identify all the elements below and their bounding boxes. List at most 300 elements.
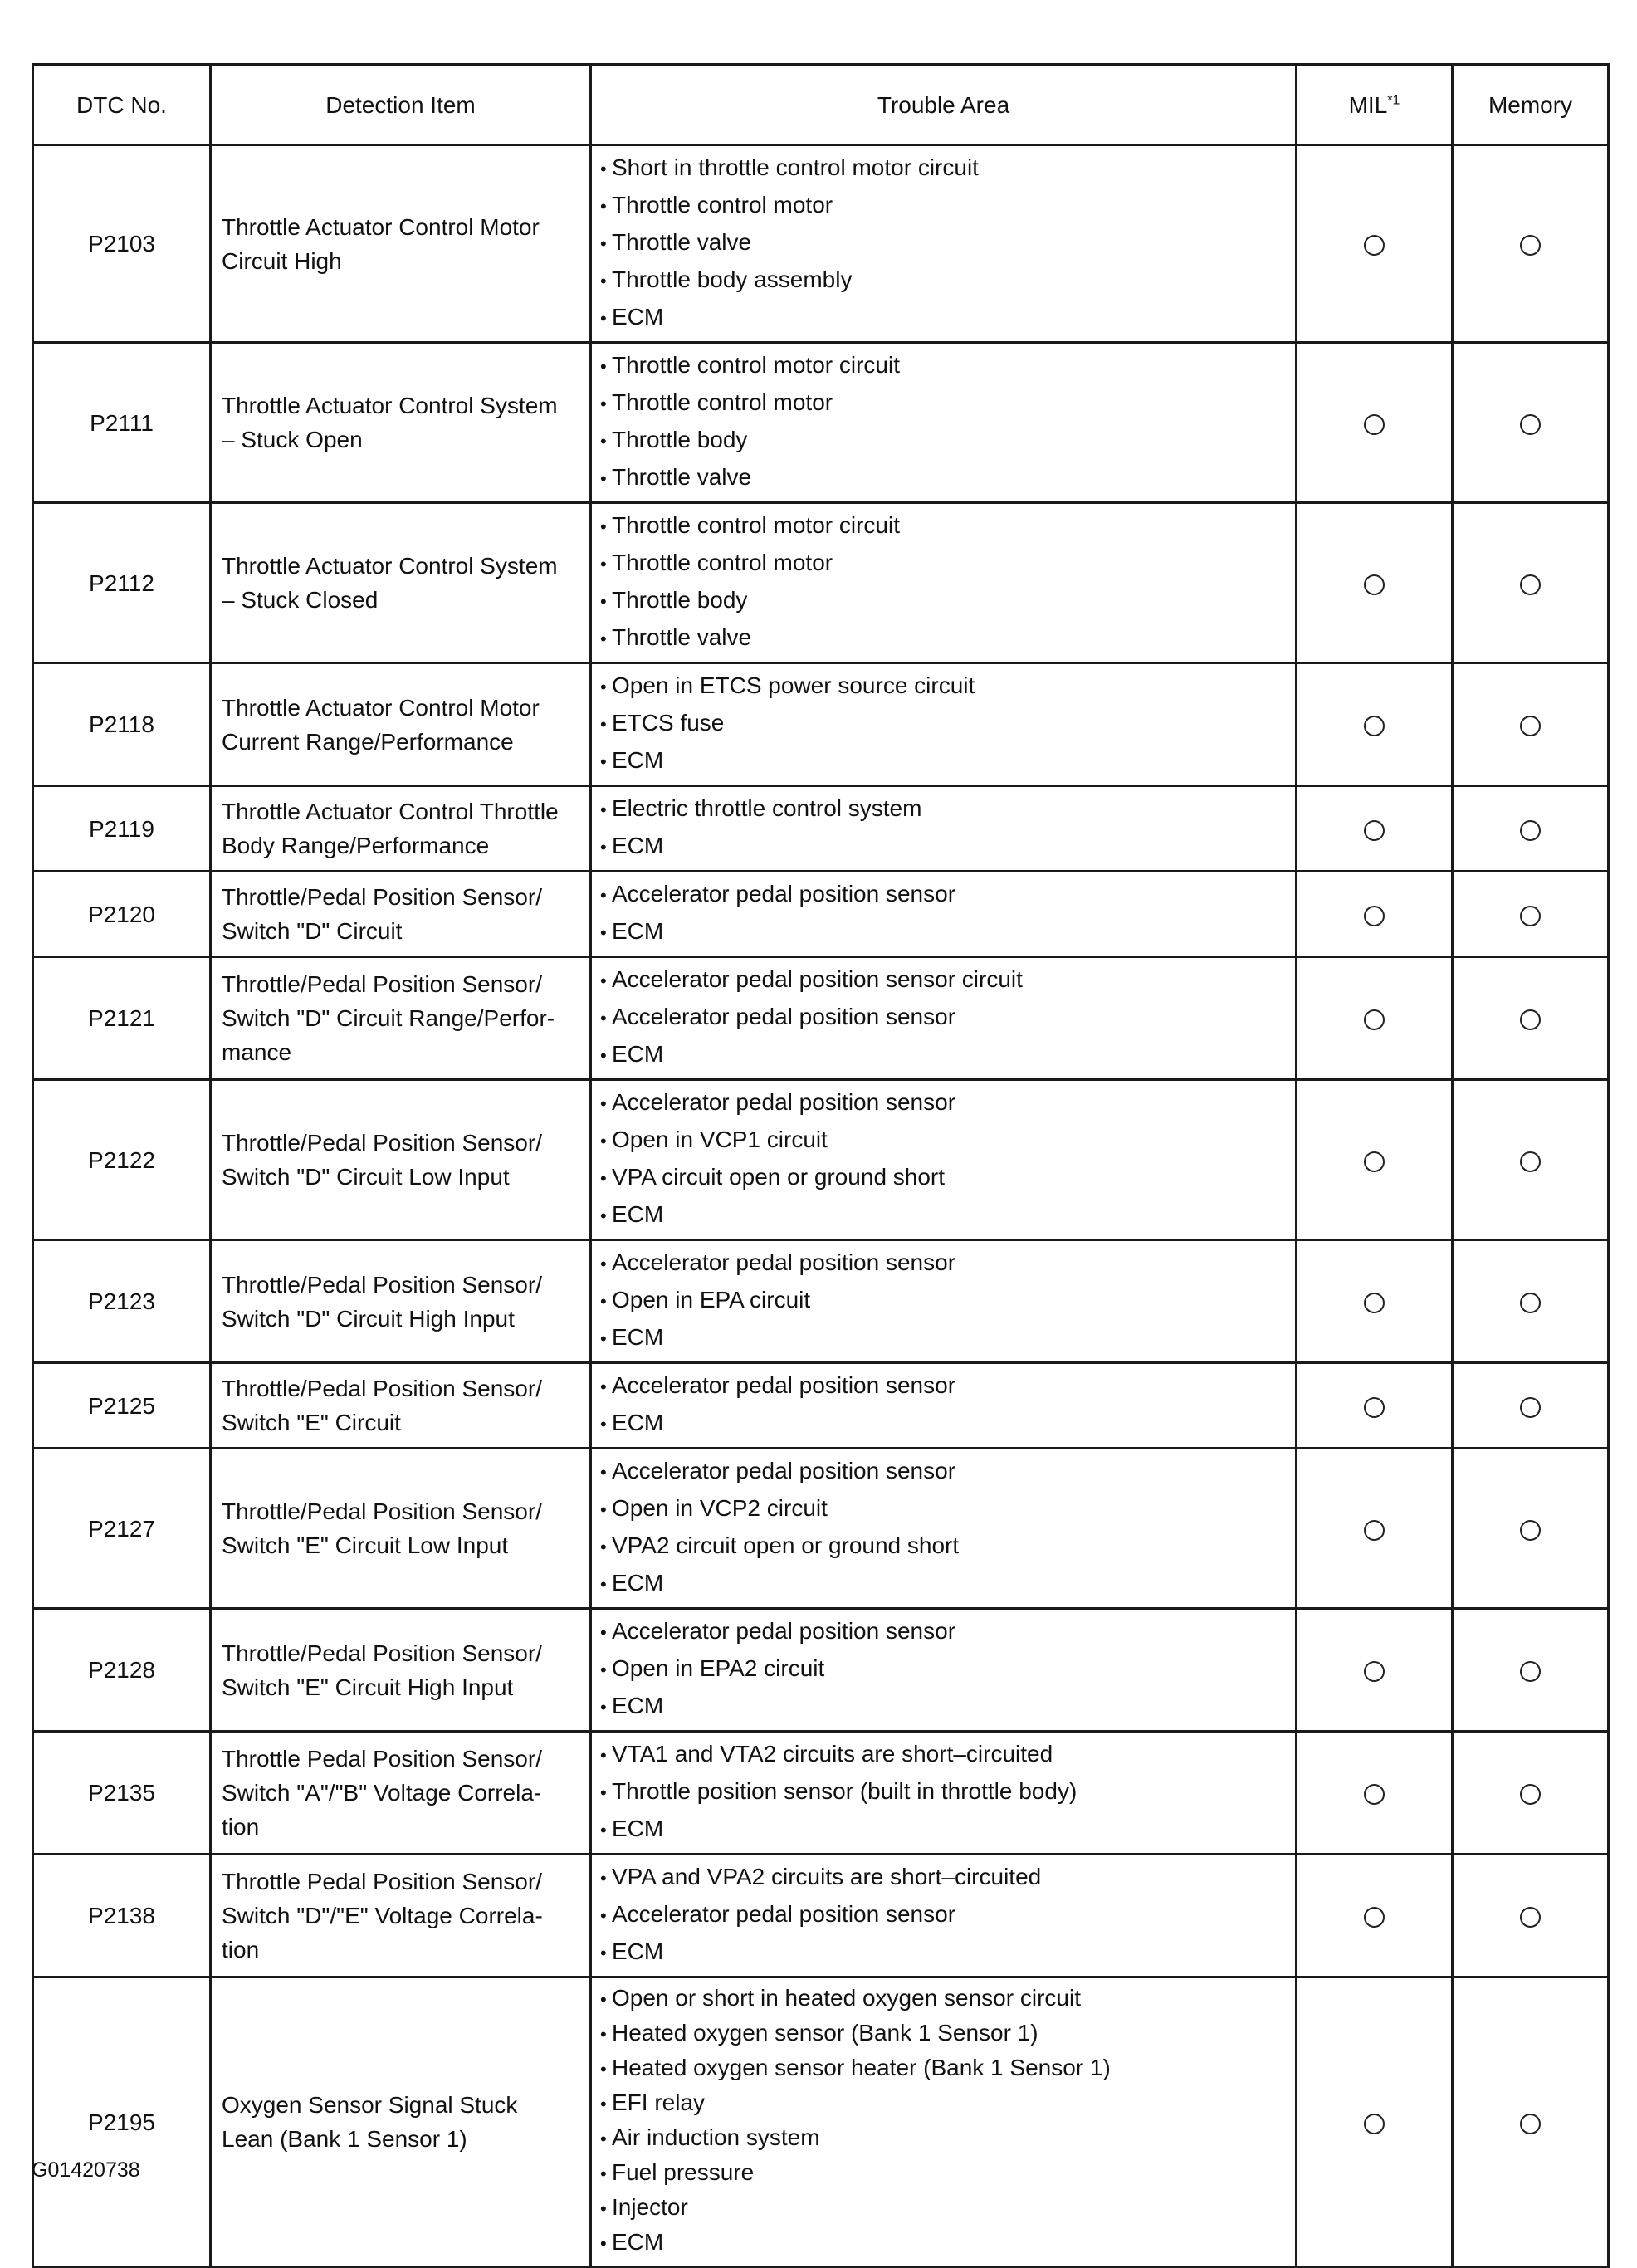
table-row	[33, 503, 1609, 663]
mil-circle-icon	[1364, 1784, 1385, 1805]
memory-cell	[1453, 1363, 1609, 1449]
memory-cell	[1453, 786, 1609, 872]
trouble-area-text: Open in VCP2 circuit	[612, 1495, 828, 1521]
detection-item	[211, 872, 591, 957]
detection-item-line: tion	[222, 1814, 260, 1840]
table-row	[33, 1080, 1609, 1240]
trouble-area-item	[600, 913, 1288, 951]
bullet-icon: •	[600, 2059, 607, 2080]
trouble-area-text: Injector	[612, 2194, 688, 2220]
mil-cell	[1297, 1240, 1453, 1363]
trouble-area	[591, 145, 1297, 343]
trouble-area-text: Throttle control motor circuit	[612, 512, 900, 538]
detection-item-line: Throttle Actuator Control System	[222, 393, 558, 418]
bullet-icon: •	[600, 1659, 607, 1680]
table-row	[33, 1855, 1609, 1977]
trouble-area-text: Accelerator pedal position sensor	[612, 1089, 956, 1115]
bullet-icon: •	[600, 1820, 607, 1840]
memory-circle-icon	[1520, 1784, 1541, 1805]
dtc-code: P2135	[33, 1732, 211, 1855]
trouble-area-text: Throttle control motor	[612, 389, 833, 415]
bullet-icon: •	[600, 885, 607, 906]
trouble-area-text: ECM	[612, 1570, 664, 1596]
dtc-code: P2123	[33, 1240, 211, 1363]
trouble-area-text: ETCS fuse	[612, 710, 725, 736]
mil-cell	[1297, 1080, 1453, 1240]
bullet-icon: •	[600, 1205, 607, 1226]
dtc-code: P2138	[33, 1855, 211, 1977]
detection-item-line: Throttle/Pedal Position Sensor/	[222, 1498, 542, 1524]
memory-cell	[1453, 1240, 1609, 1363]
memory-cell	[1453, 503, 1609, 663]
detection-item-line: Switch "D" Circuit Range/Perfor-	[222, 1005, 555, 1031]
bullet-icon: •	[600, 677, 607, 697]
detection-item	[211, 145, 591, 343]
detection-item-line: Throttle Actuator Control System	[222, 553, 558, 579]
trouble-area	[591, 1977, 1297, 2267]
bullet-icon: •	[600, 516, 607, 537]
table-row	[33, 1609, 1609, 1732]
mil-circle-icon	[1364, 1520, 1385, 1541]
trouble-area-item	[600, 1159, 1288, 1196]
dtc-code: P2125	[33, 1363, 211, 1449]
trouble-area-item	[600, 459, 1288, 496]
trouble-area-item	[600, 705, 1288, 742]
detection-item-line: Throttle/Pedal Position Sensor/	[222, 1130, 542, 1156]
bullet-icon: •	[600, 1328, 607, 1349]
trouble-area-item	[600, 2121, 1288, 2156]
bullet-icon: •	[600, 554, 607, 574]
bullet-icon: •	[600, 1989, 607, 2010]
detection-item-line: Throttle/Pedal Position Sensor/	[222, 971, 542, 997]
trouble-area-text: Accelerator pedal position sensor	[612, 1249, 956, 1275]
memory-circle-icon	[1520, 1293, 1541, 1313]
trouble-area-text: ECM	[612, 1816, 664, 1841]
memory-circle-icon	[1520, 235, 1541, 256]
mil-cell	[1297, 1977, 1453, 2267]
mil-circle-icon	[1364, 235, 1385, 256]
detection-item	[211, 343, 591, 503]
mil-cell	[1297, 1732, 1453, 1855]
bullet-icon: •	[600, 714, 607, 735]
bullet-icon: •	[600, 308, 607, 329]
memory-circle-icon	[1520, 1151, 1541, 1172]
memory-circle-icon	[1520, 1009, 1541, 1030]
trouble-area-text: ECM	[612, 1410, 664, 1435]
trouble-area-item	[600, 742, 1288, 780]
bullet-icon: •	[600, 1254, 607, 1274]
trouble-area-text: Throttle valve	[612, 229, 752, 255]
trouble-area-text: Throttle body assembly	[612, 266, 853, 292]
memory-cell	[1453, 1977, 1609, 2267]
memory-cell	[1453, 343, 1609, 503]
mil-circle-icon	[1364, 574, 1385, 595]
bullet-icon: •	[600, 1622, 607, 1643]
trouble-area-text: Open or short in heated oxygen sensor circuit	[612, 1985, 1081, 2011]
trouble-area-item	[600, 2191, 1288, 2226]
trouble-area-item	[600, 1565, 1288, 1602]
trouble-area-text: VPA and VPA2 circuits are short–circuited	[612, 1864, 1042, 1889]
trouble-area-item	[600, 1613, 1288, 1650]
detection-item-line: Switch "E" Circuit High Input	[222, 1674, 514, 1700]
detection-item	[211, 1609, 591, 1732]
trouble-area	[591, 1449, 1297, 1609]
trouble-area-item	[600, 507, 1288, 545]
trouble-area	[591, 1855, 1297, 1977]
memory-cell	[1453, 1609, 1609, 1732]
trouble-area-text: Throttle valve	[612, 464, 752, 490]
detection-item-line: Switch "D" Circuit	[222, 918, 403, 944]
trouble-area-text: Accelerator pedal position sensor	[612, 881, 956, 907]
trouble-area-text: ECM	[612, 833, 664, 858]
table-row	[33, 663, 1609, 786]
bullet-icon: •	[600, 837, 607, 858]
detection-item-line: Throttle/Pedal Position Sensor/	[222, 1376, 542, 1401]
memory-circle-icon	[1520, 1397, 1541, 1418]
mil-circle-icon	[1364, 414, 1385, 435]
bullet-icon: •	[600, 922, 607, 943]
trouble-area-item	[600, 1490, 1288, 1527]
trouble-area-text: VTA1 and VTA2 circuits are short–circuited	[612, 1741, 1053, 1767]
trouble-area-item	[600, 149, 1288, 187]
dtc-code: P2118	[33, 663, 211, 786]
mil-circle-icon	[1364, 716, 1385, 736]
detection-item-line: Switch "D" Circuit High Input	[222, 1305, 515, 1332]
header-mil	[1297, 65, 1453, 145]
trouble-area-item	[600, 1896, 1288, 1933]
bullet-icon: •	[600, 1414, 607, 1435]
detection-item	[211, 503, 591, 663]
mil-circle-icon	[1364, 1907, 1385, 1928]
mil-cell	[1297, 957, 1453, 1080]
trouble-area-text: Throttle body	[612, 587, 748, 613]
detection-item-line: Oxygen Sensor Signal Stuck	[222, 2092, 518, 2118]
header-mil-label: MIL	[1348, 91, 1388, 118]
detection-item	[211, 1855, 591, 1977]
detection-item-line: Circuit High	[222, 247, 342, 274]
memory-circle-icon	[1520, 820, 1541, 841]
bullet-icon: •	[600, 393, 607, 414]
header-detection-item: Detection Item	[211, 65, 591, 145]
trouble-area-item	[600, 1319, 1288, 1356]
trouble-area	[591, 872, 1297, 957]
memory-cell	[1453, 957, 1609, 1080]
memory-cell	[1453, 1080, 1609, 1240]
table-row	[33, 786, 1609, 872]
trouble-area	[591, 1732, 1297, 1855]
dtc-table-container	[32, 63, 1607, 2268]
bullet-icon: •	[600, 591, 607, 612]
trouble-area-item	[600, 187, 1288, 224]
trouble-area-text: Throttle control motor	[612, 550, 833, 575]
bullet-icon: •	[600, 159, 607, 179]
trouble-area-item	[600, 2156, 1288, 2191]
trouble-area-item	[600, 1196, 1288, 1234]
dtc-code: P2119	[33, 786, 211, 872]
memory-cell	[1453, 663, 1609, 786]
memory-cell	[1453, 145, 1609, 343]
detection-item-line: Body Range/Performance	[222, 833, 490, 858]
trouble-area-item	[600, 1688, 1288, 1725]
bullet-icon: •	[600, 1905, 607, 1926]
trouble-area-item	[600, 1773, 1288, 1811]
trouble-area	[591, 1080, 1297, 1240]
memory-circle-icon	[1520, 906, 1541, 926]
trouble-area-text: ECM	[612, 918, 664, 944]
bullet-icon: •	[600, 2024, 607, 2045]
dtc-code: P2111	[33, 343, 211, 503]
trouble-area-item	[600, 545, 1288, 582]
trouble-area-text: Short in throttle control motor circuit	[612, 154, 979, 180]
memory-circle-icon	[1520, 716, 1541, 736]
trouble-area-text: Throttle control motor circuit	[612, 352, 900, 378]
trouble-area-text: Fuel pressure	[612, 2159, 755, 2185]
trouble-area-item	[600, 1367, 1288, 1405]
table-row	[33, 1240, 1609, 1363]
trouble-area-text: VPA circuit open or ground short	[612, 1164, 946, 1190]
trouble-area-text: Heated oxygen sensor heater (Bank 1 Sensor 1)	[612, 2055, 1111, 2080]
bullet-icon: •	[600, 799, 607, 820]
trouble-area-item	[600, 667, 1288, 705]
mil-cell	[1297, 1855, 1453, 1977]
bullet-icon: •	[600, 1168, 607, 1189]
memory-circle-icon	[1520, 1520, 1541, 1541]
trouble-area-item	[600, 1244, 1288, 1282]
trouble-area-text: Heated oxygen sensor (Bank 1 Sensor 1)	[612, 2020, 1038, 2046]
detection-item-line: tion	[222, 1937, 260, 1963]
bullet-icon: •	[600, 1045, 607, 1066]
bullet-icon: •	[600, 1574, 607, 1595]
trouble-area-item	[600, 876, 1288, 913]
detection-item	[211, 786, 591, 872]
trouble-area	[591, 957, 1297, 1080]
detection-item	[211, 1732, 591, 1855]
bullet-icon: •	[600, 1499, 607, 1520]
mil-circle-icon	[1364, 1009, 1385, 1030]
detection-item-line: Switch "E" Circuit	[222, 1410, 401, 1435]
dtc-code: P2128	[33, 1609, 211, 1732]
detection-item-line: Throttle/Pedal Position Sensor/	[222, 884, 542, 910]
detection-item-line: – Stuck Open	[222, 427, 363, 452]
trouble-area-text: Throttle valve	[612, 624, 752, 650]
header-memory: Memory	[1453, 65, 1609, 145]
bullet-icon: •	[600, 1868, 607, 1889]
mil-cell	[1297, 343, 1453, 503]
bullet-icon: •	[600, 2163, 607, 2184]
detection-item-line: Throttle Actuator Control Motor	[222, 694, 540, 721]
bullet-icon: •	[600, 2129, 607, 2149]
bullet-icon: •	[600, 1008, 607, 1029]
trouble-area-item	[600, 384, 1288, 422]
trouble-area-item	[600, 2016, 1288, 2051]
bullet-icon: •	[600, 1131, 607, 1151]
memory-cell	[1453, 872, 1609, 957]
detection-item	[211, 1240, 591, 1363]
memory-cell	[1453, 1732, 1609, 1855]
trouble-area	[591, 503, 1297, 663]
trouble-area-text: Open in VCP1 circuit	[612, 1127, 828, 1152]
trouble-area-item	[600, 961, 1288, 999]
trouble-area-item	[600, 299, 1288, 336]
trouble-area-text: Throttle control motor	[612, 192, 833, 218]
bullet-icon: •	[600, 431, 607, 452]
bullet-icon: •	[600, 1093, 607, 1114]
trouble-area	[591, 1363, 1297, 1449]
trouble-area-item	[600, 224, 1288, 262]
trouble-area-text: Accelerator pedal position sensor circuit	[612, 966, 1023, 992]
trouble-area-item	[600, 582, 1288, 619]
trouble-area-item	[600, 999, 1288, 1036]
table-row	[33, 957, 1609, 1080]
mil-cell	[1297, 663, 1453, 786]
trouble-area-item	[600, 1650, 1288, 1688]
trouble-area	[591, 343, 1297, 503]
trouble-area-text: Throttle position sensor (built in throttle body)	[612, 1778, 1077, 1804]
detection-item-line: Throttle Actuator Control Motor	[222, 213, 540, 240]
header-dtc-no: DTC No.	[33, 65, 211, 145]
trouble-area-item	[600, 1122, 1288, 1159]
dtc-code: P2112	[33, 503, 211, 663]
header-trouble-area: Trouble Area	[591, 65, 1297, 145]
dtc-code: P2121	[33, 957, 211, 1080]
detection-item-line: Throttle Pedal Position Sensor/	[222, 1869, 542, 1894]
memory-circle-icon	[1520, 414, 1541, 435]
trouble-area-item	[600, 1282, 1288, 1319]
trouble-area-item	[600, 262, 1288, 299]
trouble-area-item	[600, 1982, 1288, 2016]
mil-circle-icon	[1364, 1397, 1385, 1418]
mil-cell	[1297, 145, 1453, 343]
dtc-code: P2103	[33, 145, 211, 343]
detection-item	[211, 1080, 591, 1240]
detection-item-line: Switch "D" Circuit Low Input	[222, 1164, 510, 1190]
trouble-area-text: EFI relay	[612, 2090, 706, 2115]
trouble-area-text: Accelerator pedal position sensor	[612, 1372, 956, 1398]
trouble-area-text: ECM	[612, 1693, 664, 1718]
detection-item-line: Current Range/Performance	[222, 728, 514, 755]
mil-circle-icon	[1364, 1151, 1385, 1172]
bullet-icon: •	[600, 2233, 607, 2254]
bullet-icon: •	[600, 1376, 607, 1397]
table-row	[33, 1449, 1609, 1609]
mil-cell	[1297, 786, 1453, 872]
bullet-icon: •	[600, 1291, 607, 1312]
bullet-icon: •	[600, 233, 607, 254]
trouble-area-item	[600, 1036, 1288, 1073]
memory-circle-icon	[1520, 1661, 1541, 1682]
trouble-area-text: ECM	[612, 1938, 664, 1964]
trouble-area-text: ECM	[612, 1041, 664, 1067]
trouble-area-text: Accelerator pedal position sensor	[612, 1901, 956, 1927]
bullet-icon: •	[600, 1697, 607, 1718]
trouble-area	[591, 1609, 1297, 1732]
dtc-code: P2120	[33, 872, 211, 957]
detection-item-line: mance	[222, 1039, 292, 1065]
mil-circle-icon	[1364, 1661, 1385, 1682]
mil-cell	[1297, 503, 1453, 663]
trouble-area-text: VPA2 circuit open or ground short	[612, 1532, 960, 1558]
table-row	[33, 1977, 1609, 2267]
bullet-icon: •	[600, 751, 607, 772]
bullet-icon: •	[600, 628, 607, 649]
memory-cell	[1453, 1855, 1609, 1977]
trouble-area-item	[600, 2051, 1288, 2086]
header-row	[33, 65, 1609, 145]
table-row	[33, 343, 1609, 503]
trouble-area-item	[600, 828, 1288, 865]
trouble-area-item	[600, 1933, 1288, 1971]
trouble-area-item	[600, 1811, 1288, 1848]
bullet-icon: •	[600, 1537, 607, 1557]
header-mil-footnote: *1	[1387, 93, 1400, 108]
table-row	[33, 1363, 1609, 1449]
bullet-icon: •	[600, 196, 607, 217]
detection-item-line: – Stuck Closed	[222, 587, 379, 613]
detection-item	[211, 1363, 591, 1449]
table-row	[33, 1732, 1609, 1855]
bullet-icon: •	[600, 2198, 607, 2219]
bullet-icon: •	[600, 1943, 607, 1963]
bullet-icon: •	[600, 1745, 607, 1766]
trouble-area-item	[600, 347, 1288, 384]
trouble-area-text: Open in EPA circuit	[612, 1287, 811, 1312]
trouble-area	[591, 786, 1297, 872]
detection-item	[211, 1977, 591, 2267]
mil-cell	[1297, 872, 1453, 957]
trouble-area-item	[600, 2226, 1288, 2261]
bullet-icon: •	[600, 2094, 607, 2114]
bullet-icon: •	[600, 468, 607, 489]
mil-cell	[1297, 1449, 1453, 1609]
trouble-area-item	[600, 1527, 1288, 1565]
mil-cell	[1297, 1609, 1453, 1732]
detection-item-line: Throttle Pedal Position Sensor/	[222, 1746, 542, 1772]
trouble-area-item	[600, 1859, 1288, 1896]
trouble-area-item	[600, 2086, 1288, 2121]
figure-id: G01420738	[32, 2158, 140, 2182]
trouble-area-text: Throttle body	[612, 427, 748, 452]
mil-circle-icon	[1364, 906, 1385, 926]
bullet-icon: •	[600, 970, 607, 991]
trouble-area-item	[600, 790, 1288, 828]
trouble-area-text: Air induction system	[612, 2124, 820, 2150]
detection-item	[211, 957, 591, 1080]
trouble-area	[591, 1240, 1297, 1363]
trouble-area-item	[600, 1453, 1288, 1490]
trouble-area-item	[600, 1084, 1288, 1122]
dtc-table-body	[33, 145, 1609, 2267]
trouble-area-text: ECM	[612, 1324, 664, 1350]
trouble-area-item	[600, 1736, 1288, 1773]
trouble-area-item	[600, 422, 1288, 459]
dtc-code: P2122	[33, 1080, 211, 1240]
dtc-code: P2195	[33, 1977, 211, 2267]
trouble-area-item	[600, 1405, 1288, 1442]
memory-circle-icon	[1520, 2114, 1541, 2134]
trouble-area-text: ECM	[612, 304, 664, 330]
detection-item-line: Switch "E" Circuit Low Input	[222, 1532, 509, 1558]
detection-item	[211, 663, 591, 786]
mil-cell	[1297, 1363, 1453, 1449]
trouble-area	[591, 663, 1297, 786]
dtc-code: P2127	[33, 1449, 211, 1609]
trouble-area-text: Accelerator pedal position sensor	[612, 1004, 956, 1029]
trouble-area-text: ECM	[612, 747, 664, 773]
table-row	[33, 145, 1609, 343]
trouble-area-text: Accelerator pedal position sensor	[612, 1618, 956, 1644]
table-row	[33, 872, 1609, 957]
mil-circle-icon	[1364, 820, 1385, 841]
